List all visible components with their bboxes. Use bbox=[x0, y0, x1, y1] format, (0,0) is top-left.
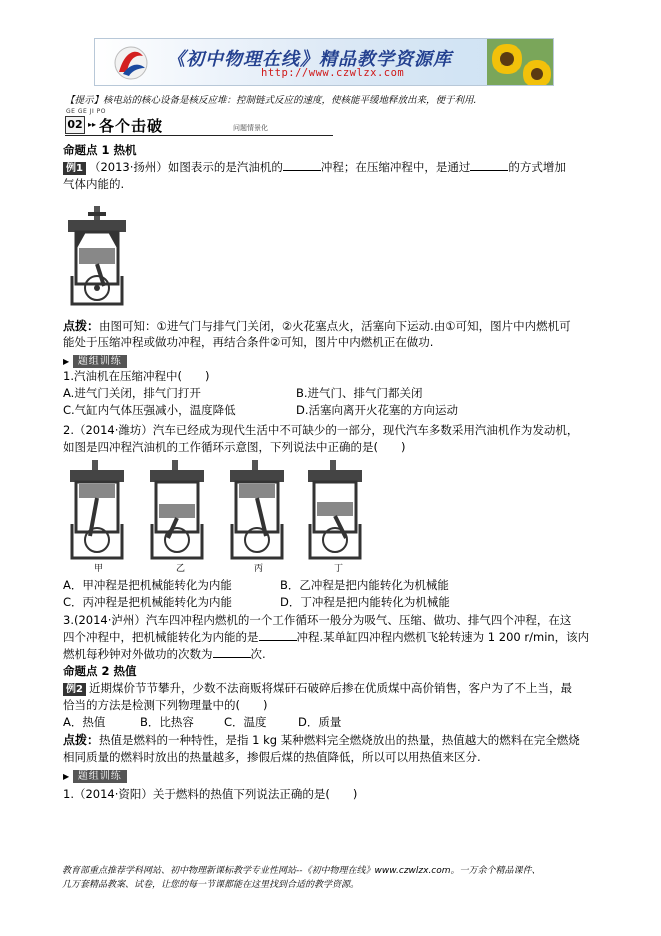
q2-line2: 如图是四冲程汽油机的工作循环示意图，下列说法中正确的是( ) bbox=[63, 440, 406, 454]
drill-tag-label: 题组训练 bbox=[73, 770, 127, 783]
stroke-label-yi: 乙 bbox=[176, 564, 186, 574]
example2-option-c: C．温度 bbox=[224, 715, 267, 729]
q2-option-a: A．甲冲程是把机械能转化为内能 bbox=[63, 578, 232, 592]
example1-text-c: 的方式增加 bbox=[508, 160, 566, 174]
q2-line1: 2.（2014·潍坊）汽车已经成为现代生活中不可缺少的一部分，现代汽车多数采用汽油机作为发动机， bbox=[63, 423, 579, 437]
blank-field[interactable] bbox=[283, 160, 321, 171]
example2-option-b: B．比热容 bbox=[140, 715, 194, 729]
section-title: 各个击破 bbox=[99, 117, 164, 135]
example1-text-b: 冲程；在压缩冲程中，是通过 bbox=[320, 160, 471, 174]
example2-line1 bbox=[63, 680, 572, 696]
banner-url[interactable]: http://www.czwlzx.com bbox=[261, 67, 405, 79]
example2-line2: 恰当的方法是检测下列物理量中的( ) bbox=[63, 698, 268, 712]
q3-line3 bbox=[63, 646, 266, 662]
stroke-label-bing: 丙 bbox=[254, 564, 264, 574]
banner-title: 《初中物理在线》精品教学资源库 bbox=[167, 49, 452, 70]
example1-badge: 例1 bbox=[63, 162, 86, 175]
q1-option-c: C.气缸内气体压强减小，温度降低 bbox=[63, 403, 236, 417]
q3-line2 bbox=[63, 629, 589, 645]
footer-line1: 教育部重点推荐学科网站、初中物理新课标教学专业性网站--《初中物理在线》www.czwlzx.com。一万余个精品课件、 bbox=[62, 866, 541, 876]
example2-text: 近期煤价节节攀升，少数不法商贩将煤矸石破碎后掺在优质煤中高价销售，客户为了不上当，最 bbox=[88, 681, 572, 695]
page-footer bbox=[62, 864, 602, 892]
example1-text-a: （2013·扬州）如图表示的是汽油机的 bbox=[88, 160, 283, 174]
hint-label: 点拨： bbox=[63, 319, 100, 333]
drill-tag-label: 题组训练 bbox=[73, 355, 127, 368]
logo-icon bbox=[109, 44, 153, 82]
q2-option-c: C．丙冲程是把机械能转化为内能 bbox=[63, 595, 233, 609]
arrow-icon: ▸▸ bbox=[88, 120, 97, 129]
q2-option-b: B．乙冲程是把内能转化为机械能 bbox=[280, 578, 449, 592]
stroke-diagram bbox=[230, 460, 284, 558]
stroke-diagram bbox=[70, 460, 124, 558]
point2-q1: 1.（2014·资阳）关于燃料的热值下列说法正确的是( ) bbox=[63, 787, 358, 801]
sunflower-icon bbox=[487, 39, 554, 86]
section-note: 问题情景化 bbox=[233, 124, 268, 132]
q3-text-c: 燃机每秒钟对外做功的次数为 bbox=[63, 647, 213, 661]
four-stroke-figure bbox=[66, 458, 366, 570]
stroke-label-ding: 丁 bbox=[334, 564, 344, 574]
blank-field[interactable] bbox=[213, 647, 251, 658]
section-header bbox=[65, 108, 333, 136]
q1-option-a: A.进气门关闭，排气门打开 bbox=[63, 386, 201, 400]
hint2-line1 bbox=[63, 732, 580, 748]
q1-option-b: B.进气门、排气门都关闭 bbox=[296, 386, 423, 400]
hint2-line2: 相同质量的燃料时放出的热量越多，掺假后煤的热值降低，所以可以用热值来区分. bbox=[63, 750, 481, 764]
hint1-line2: 能处于压缩冲程或做功冲程，再结合条件②可知，图片中内燃机正在做功. bbox=[63, 335, 434, 349]
q3-text-b: 冲程.某单缸四冲程内燃机飞轮转速为 1 200 r/min，该内 bbox=[296, 630, 590, 644]
hint1-line1 bbox=[63, 318, 571, 334]
point2-heading: 命题点 2 热值 bbox=[63, 664, 137, 678]
engine-figure bbox=[64, 206, 130, 308]
q1-option-d: D.活塞向离开火花塞的方向运动 bbox=[296, 403, 459, 417]
hint2-text: 热值是燃料的一种特性，是指 1 kg 某种燃料完全燃烧放出的热量，热值越大的燃料在完全燃烧 bbox=[99, 733, 580, 747]
q3-text-d: 次. bbox=[250, 647, 266, 661]
example2-option-d: D．质量 bbox=[298, 715, 342, 729]
stroke-diagram bbox=[308, 460, 362, 558]
stroke-label-jia: 甲 bbox=[94, 564, 104, 574]
example1-line2: 气体内能的. bbox=[63, 177, 125, 191]
hint1-text: 由图可知：①进气门与排气门关闭，②火花塞点火，活塞向下运动.由①可知，图片中内燃机可 bbox=[99, 319, 571, 333]
q3-text-a: 四个冲程中，把机械能转化为内能的是 bbox=[63, 630, 259, 644]
arrow-icon: ▶ bbox=[63, 772, 70, 781]
tip-text: 【提示】核电站的核心设备是核反应堆：控制链式反应的速度，使核能平缓地释放出来，便于利用. bbox=[65, 95, 477, 106]
blank-field[interactable] bbox=[470, 160, 508, 171]
q3-line1: 3.(2014·泸州）汽车四冲程内燃机的一个工作循环一般分为吸气、压缩、做功、排气四个冲程，在这 bbox=[63, 613, 572, 627]
stroke-diagram bbox=[150, 460, 204, 558]
section-number: 02 bbox=[65, 116, 85, 134]
example2-option-a: A．热值 bbox=[63, 715, 106, 729]
hint-label: 点拨： bbox=[63, 733, 100, 747]
section-pinyin: GE GE JI PO bbox=[66, 108, 106, 115]
arrow-icon: ▶ bbox=[63, 357, 70, 366]
q1-stem: 1.汽油机在压缩冲程中( ) bbox=[63, 369, 210, 383]
footer-line2: 几万套精品教案、试卷，让您的每一节课都能在这里找到合适的教学资源。 bbox=[62, 880, 360, 890]
blank-field[interactable] bbox=[259, 630, 297, 641]
example1-line1 bbox=[63, 159, 566, 175]
example2-badge: 例2 bbox=[63, 683, 86, 696]
q2-option-d: D．丁冲程是把内能转化为机械能 bbox=[280, 595, 450, 609]
drill-tag-2 bbox=[63, 767, 127, 785]
point1-heading: 命题点 1 热机 bbox=[63, 143, 137, 157]
header-banner bbox=[94, 38, 554, 86]
